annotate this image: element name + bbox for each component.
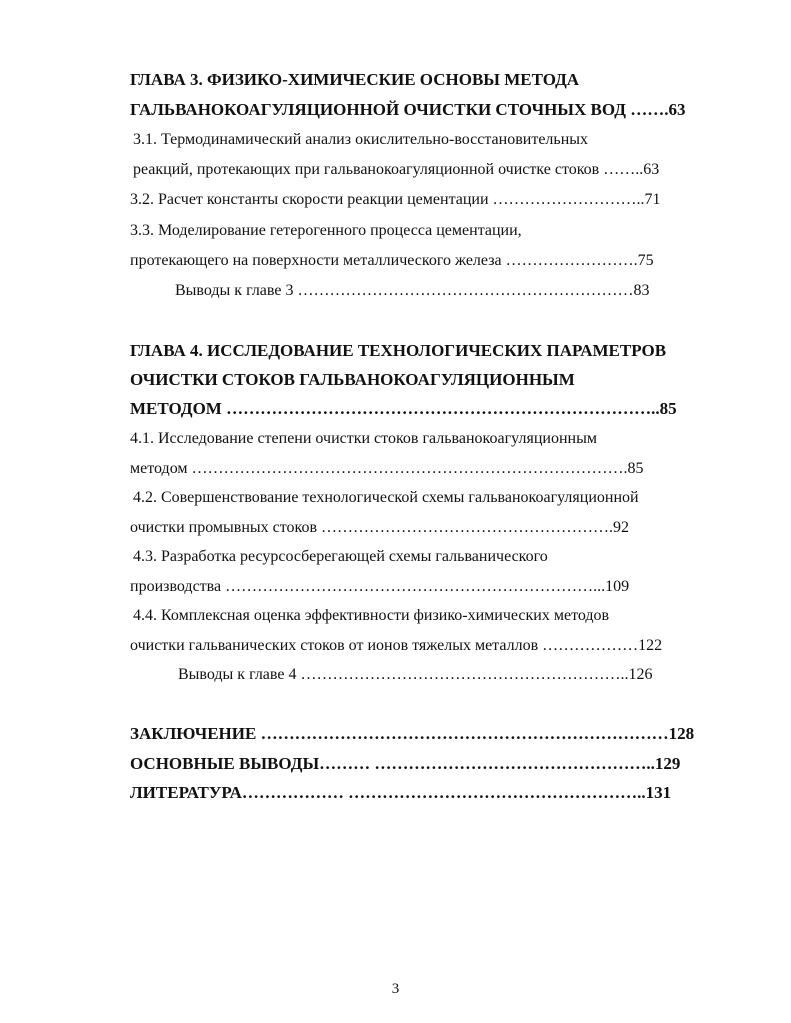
chapter4-section3-line2: производства ……………………………………………………………...109 <box>130 578 630 595</box>
chapter3-section3-line1: 3.3. Моделирование гетерогенного процесса цементации, <box>130 222 522 239</box>
page-number: 3 <box>391 981 400 997</box>
chapter4-section2-line1: 4.2. Совершенствование технологической схемы гальванокоагуляционной <box>133 489 639 506</box>
chapter4-section2-line2: очистки промывных стоков ……………………………………………….92 <box>130 519 630 536</box>
chapter4-section1-line1: 4.1. Исследование степени очистки стоков гальванокоагуляционным <box>130 430 597 447</box>
chapter4-conclusions: Выводы к главе 4 ……………………………………………………..126 <box>178 666 653 683</box>
main-findings-entry: ОСНОВНЫЕ ВЫВОДЫ……… …………………………………………..129 <box>130 754 681 773</box>
chapter4-section3-line1: 4.3. Разработка ресурсосберегающей схемы гальванического <box>133 548 548 565</box>
chapter4-section4-line1: 4.4. Комплексная оценка эффективности физико-химических методов <box>133 607 610 624</box>
chapter4-section4-line2: очистки гальванических стоков от ионов тяжелых металлов ………………122 <box>130 637 663 654</box>
chapter3-conclusions: Выводы к главе 3 ………………………………………………………83 <box>175 282 650 299</box>
chapter4-title-line1: ГЛАВА 4. ИССЛЕДОВАНИЕ ТЕХНОЛОГИЧЕСКИХ ПАРАМЕТРОВ <box>130 341 667 360</box>
chapter4-title-line2: ОЧИСТКИ СТОКОВ ГАЛЬВАНОКОАГУЛЯЦИОННЫМ <box>130 370 575 389</box>
chapter3-section3-line2: протекающего на поверхности металлического железа …………………….75 <box>130 252 654 269</box>
chapter3-section1-line2: реакций, протекающих при гальванокоагуляционной очистке стоков ……..63 <box>133 161 660 178</box>
chapter3-title-line1: ГЛАВА 3. ФИЗИКО-ХИМИЧЕСКИЕ ОСНОВЫ МЕТОДА <box>130 70 580 89</box>
conclusion-entry: ЗАКЛЮЧЕНИЕ ………………………………………………………………128 <box>130 724 695 743</box>
chapter4-section1-line2: методом ……………………………………………………………………….85 <box>130 460 644 477</box>
chapter3-section1-line1: 3.1. Термодинамический анализ окислительно-восстановительных <box>133 131 589 148</box>
literature-entry: ЛИТЕРАТУРА……………… ……………………………………………..131 <box>130 783 672 802</box>
chapter4-title-line3: МЕТОДОМ …………………………………………………………………..85 <box>130 399 677 418</box>
chapter3-title-line2: ГАЛЬВАНОКОАГУЛЯЦИОННОЙ ОЧИСТКИ СТОЧНЫХ ВОД …….63 <box>130 100 686 119</box>
chapter3-section2: 3.2. Расчет константы скорости реакции цементации ………………………..71 <box>130 191 661 208</box>
